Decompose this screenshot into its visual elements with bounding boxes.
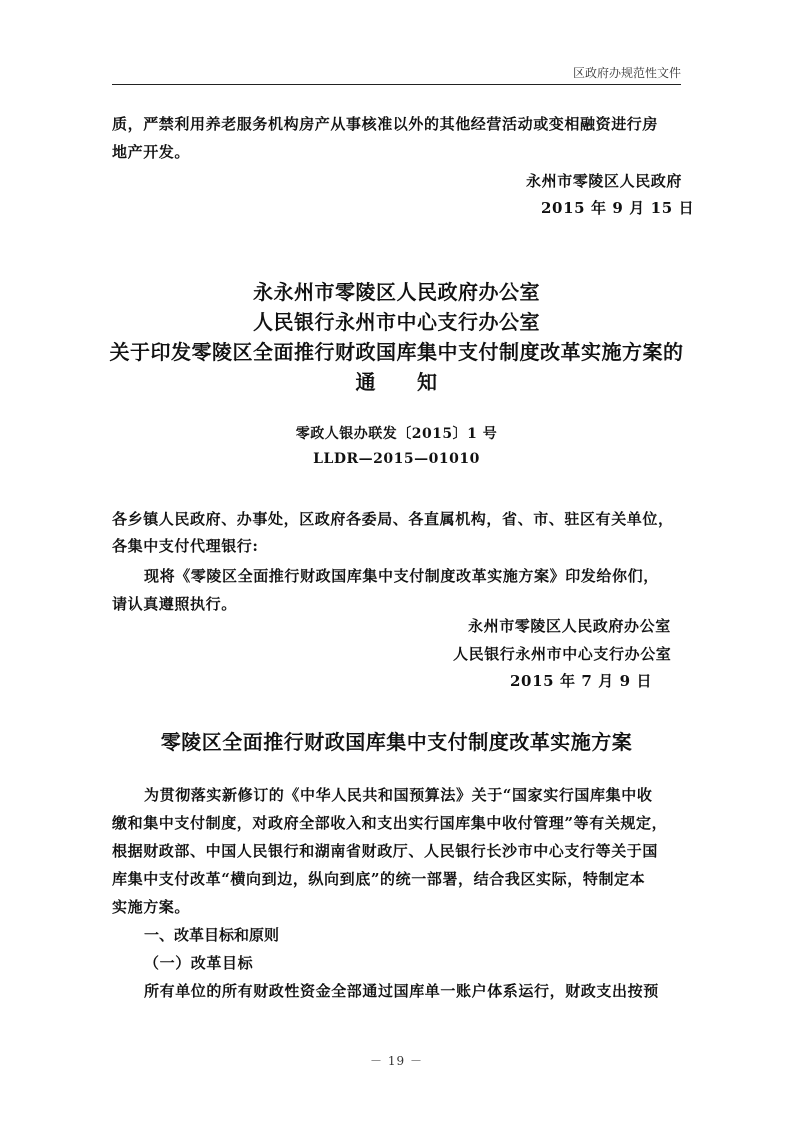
doc-number: 零政人银办联发〔2015〕1 号 [295,426,498,442]
prev-date: 2015 年 9 月 15 日 [541,199,695,217]
section-heading: 一、改革目标和原则 [144,926,280,944]
plan-para-line-5: 实施方案。 [112,898,191,916]
notice-title-line-3: 关于印发零陵区全面推行财政国库集中支付制度改革实施方案的 [109,340,684,364]
prev-text-line-2: 地产开发。 [112,143,191,161]
notice-body-line-1: 现将《零陵区全面推行财政国库集中支付制度改革实施方案》印发给你们， [144,567,659,585]
recipients-line-2: 各集中支付代理银行: [112,537,259,555]
running-header: 区政府办规范性文件 [572,66,681,80]
notice-signer-1: 永州市零陵区人民政府办公室 [468,617,671,635]
plan-para-line-1: 为贯彻落实新修订的《中华人民共和国预算法》关于“国家实行国库集中收 [144,786,653,804]
notice-signer-2: 人民银行永州市中心支行办公室 [453,645,672,663]
plan-title: 零陵区全面推行财政国库集中支付制度改革实施方案 [160,730,633,754]
subsection-heading: （一）改革目标 [144,954,254,972]
plan-para-line-3: 根据财政部、中国人民银行和湖南省财政厅、人民银行长沙市中心支行等关于国 [112,842,659,860]
notice-title-line-4: 通 知 [355,370,438,394]
page-number: － 19 － [370,1054,423,1068]
plan-para-line-2: 缴和集中支付制度，对政府全部收入和支出实行国库集中收付管理”等有关规定， [112,814,668,832]
recipients-line-1: 各乡镇人民政府、办事处，区政府各委局、各直属机构，省、市、驻区有关单位， [112,510,674,528]
notice-title-line-2: 人民银行永州市中心支行办公室 [253,310,540,334]
prev-signature: 永州市零陵区人民政府 [526,172,683,190]
plan-last-line: 所有单位的所有财政性资金全部通过国库单一账户体系运行，财政支出按预 [144,982,659,1000]
notice-date: 2015 年 7 月 9 日 [510,672,653,690]
notice-body-line-2: 请认真遵照执行。 [112,595,237,613]
header-rule [112,84,681,85]
doc-code: LLDR—2015—01010 [313,451,480,467]
prev-text-line-1: 质，严禁利用养老服务机构房产从事核准以外的其他经营活动或变相融资进行房 [112,115,659,133]
notice-title-line-1: 永永州市零陵区人民政府办公室 [253,280,540,304]
plan-para-line-4: 库集中支付改革“横向到边，纵向到底”的统一部署，结合我区实际，特制定本 [112,870,646,888]
